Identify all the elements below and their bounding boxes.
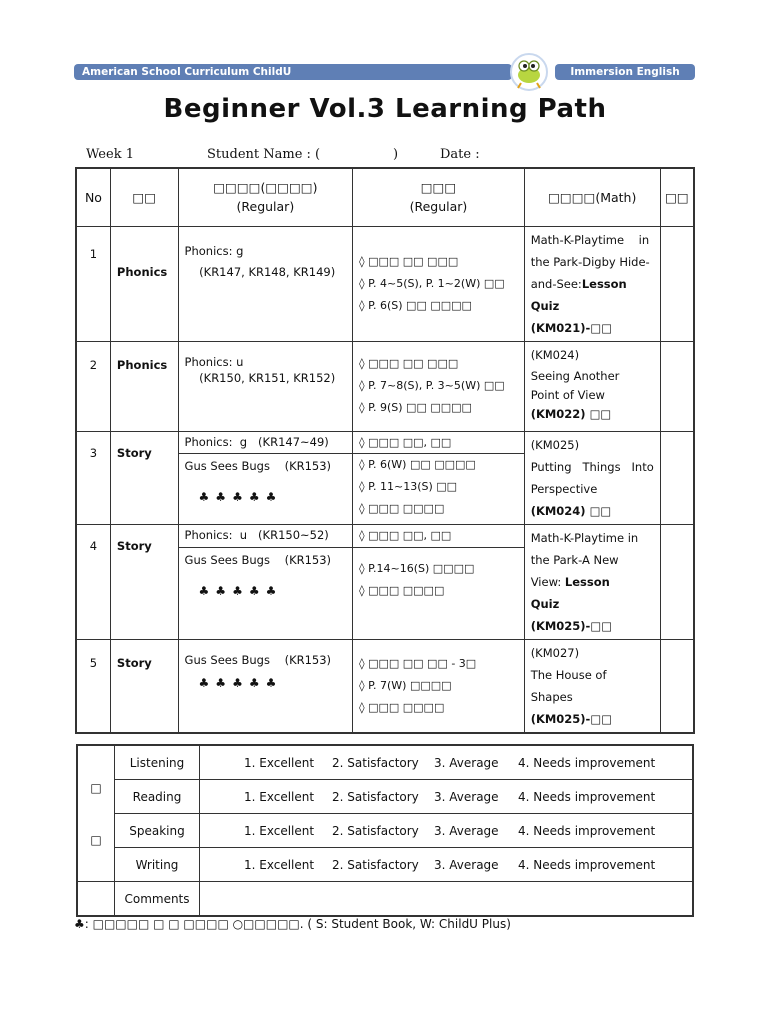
row-number: 5 — [76, 639, 110, 733]
table-row — [76, 524, 694, 547]
row-activities: ◊ P. 6(W) □□ □□□□ ◊ P. 11~13(S) □□ ◊ □□□ □□□□ — [353, 453, 525, 524]
rating-options — [200, 814, 694, 848]
eval-side-blank — [77, 882, 115, 917]
table-row — [76, 341, 694, 431]
row-subject: Story — [110, 639, 178, 733]
club-marks: ♣♣♣♣♣ — [198, 675, 283, 690]
header-col4: □□□ (Regular) — [353, 168, 525, 226]
mascot-logo-icon — [508, 52, 550, 92]
club-marks: ♣♣♣♣♣ — [198, 583, 283, 598]
row-subject: Phonics — [110, 341, 178, 431]
skill-label: Writing — [115, 848, 200, 882]
option-average[interactable]: 3. Average — [434, 823, 499, 838]
row-activity-review: ◊ □□□ □□, □□ — [353, 431, 525, 453]
option-satisfactory[interactable]: 2. Satisfactory — [332, 857, 419, 872]
row-activities: ◊ □□□ □□ □□□ ◊ P. 7~8(S), P. 3~5(W) □□ ◊ P. 9(S) □□ □□□□ — [353, 341, 525, 431]
row-activities: ◊ P.14~16(S) □□□□ ◊ □□□ □□□□ — [353, 547, 525, 639]
footnote: ♣: □□□□□ □ □ □□□□ ○□□□□□. ( S: Student Book, W: ChildU Plus) — [74, 917, 511, 931]
row-lesson: Phonics: g (KR147, KR148, KR149) — [178, 226, 353, 341]
eval-row-reading — [77, 780, 693, 814]
row-subject: Story — [110, 524, 178, 639]
eval-row-writing — [77, 848, 693, 882]
rating-options — [200, 848, 694, 882]
row-lesson-story: Gus Sees Bugs (KR153) ♣♣♣♣♣ — [178, 547, 353, 639]
comments-field[interactable] — [200, 882, 694, 917]
row-lesson-phonics: Phonics: u (KR150~52) — [178, 524, 353, 547]
row-notes — [660, 341, 694, 431]
option-excellent[interactable]: 1. Excellent — [244, 755, 315, 770]
row-lesson-phonics: Phonics: g (KR147~49) — [178, 431, 353, 453]
comments-label: Comments — [115, 882, 200, 917]
row-lesson: Phonics: u (KR150, KR151, KR152) — [178, 341, 353, 431]
header-subject: □□ — [110, 168, 178, 226]
row-math: Math-K-Playtime in the Park-A New View: Lesson Quiz (KM025)-□□ — [524, 524, 660, 639]
option-excellent[interactable]: 1. Excellent — [244, 823, 315, 838]
option-average[interactable]: 3. Average — [434, 857, 499, 872]
row-notes — [660, 639, 694, 733]
eval-side-label: □ □ — [77, 745, 115, 882]
student-name-close: ) — [393, 147, 399, 162]
table-row — [76, 639, 694, 733]
option-needs-improvement[interactable]: 4. Needs improvement — [518, 755, 656, 770]
option-needs-improvement[interactable]: 4. Needs improvement — [518, 789, 656, 804]
row-math: Math-K-Playtime in the Park-Digby Hide- and-See:Lesson Quiz (KM021)-□□ — [524, 226, 660, 341]
header-no: No — [76, 168, 110, 226]
evaluation-table — [76, 744, 694, 917]
row-lesson-story: Gus Sees Bugs (KR153) ♣♣♣♣♣ — [178, 453, 353, 524]
row-activities: ◊ □□□ □□ □□□ ◊ P. 4~5(S), P. 1~2(W) □□ ◊ P. 6(S) □□ □□□□ — [353, 226, 525, 341]
eval-row-listening — [77, 745, 693, 780]
table-header-row — [76, 168, 694, 226]
student-name-label: Student Name : ( — [207, 147, 321, 162]
row-subject: Story — [110, 431, 178, 524]
right-banner: Immersion English ChildU — [555, 64, 695, 80]
option-needs-improvement[interactable]: 4. Needs improvement — [518, 857, 656, 872]
header-math: □□□□(Math) — [524, 168, 660, 226]
option-excellent[interactable]: 1. Excellent — [244, 857, 315, 872]
row-number: 4 — [76, 524, 110, 639]
option-satisfactory[interactable]: 2. Satisfactory — [332, 789, 419, 804]
header-last: □□ — [660, 168, 694, 226]
row-notes — [660, 431, 694, 524]
table-row — [76, 226, 694, 341]
row-math: (KM027) The House of Shapes (KM025)-□□ — [524, 639, 660, 733]
date-label: Date : — [440, 147, 480, 162]
row-notes — [660, 524, 694, 639]
row-math: (KM024) Seeing Another Point of View (KM022) □□ — [524, 341, 660, 431]
learning-path-table — [75, 167, 695, 734]
skill-label: Reading — [115, 780, 200, 814]
row-number: 2 — [76, 341, 110, 431]
option-satisfactory[interactable]: 2. Satisfactory — [332, 823, 419, 838]
row-number: 3 — [76, 431, 110, 524]
option-average[interactable]: 3. Average — [434, 755, 499, 770]
eval-row-comments — [77, 882, 693, 917]
table-row — [76, 431, 694, 453]
option-satisfactory[interactable]: 2. Satisfactory — [332, 755, 419, 770]
skill-label: Speaking — [115, 814, 200, 848]
row-math: (KM025) Putting Things Into Perspective (KM024) □□ — [524, 431, 660, 524]
header-col3: □□□□(□□□□) (Regular) — [178, 168, 353, 226]
rating-options — [200, 780, 694, 814]
week-label: Week 1 — [86, 147, 134, 162]
left-banner: American School Curriculum ChildU — [74, 64, 512, 80]
row-subject: Phonics — [110, 226, 178, 341]
option-excellent[interactable]: 1. Excellent — [244, 789, 315, 804]
row-activities: ◊ □□□ □□ □□ - 3□ ◊ P. 7(W) □□□□ ◊ □□□ □□□□ — [353, 639, 525, 733]
row-number: 1 — [76, 226, 110, 341]
page-title: Beginner Vol.3 Learning Path — [163, 94, 607, 124]
row-notes — [660, 226, 694, 341]
skill-label: Listening — [115, 745, 200, 780]
club-marks: ♣♣♣♣♣ — [198, 489, 283, 504]
option-needs-improvement[interactable]: 4. Needs improvement — [518, 823, 656, 838]
row-lesson: Gus Sees Bugs (KR153) ♣♣♣♣♣ — [178, 639, 353, 733]
row-activity-review: ◊ □□□ □□, □□ — [353, 524, 525, 547]
rating-options — [200, 745, 694, 780]
eval-row-speaking — [77, 814, 693, 848]
option-average[interactable]: 3. Average — [434, 789, 499, 804]
